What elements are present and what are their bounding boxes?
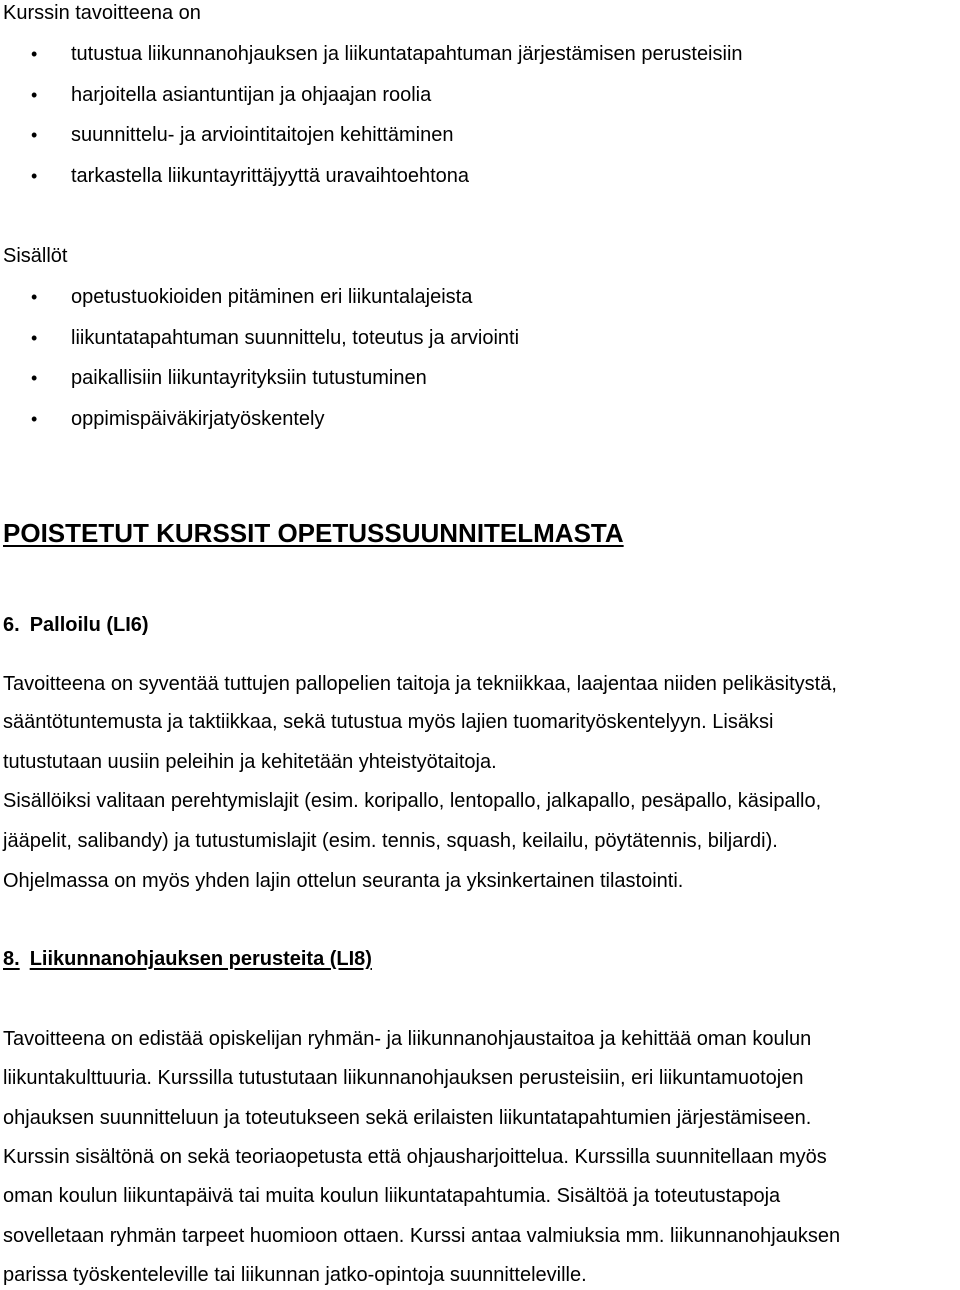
paragraph-line: jääpelit, salibandy) ja tutustumislajit (esim. tennis, squash, keilailu, pöytätennis, biljardi). xyxy=(3,830,778,852)
bullet-icon: • xyxy=(31,166,38,187)
paragraph-line: Sisällöiksi valitaan perehtymislajit (esim. koripallo, lentopallo, jalkapallo, pesäpallo, käsipallo, xyxy=(3,790,822,812)
paragraph-line: oman koulun liikuntapäivä tai muita koulun liikuntatapahtumia. Sisältöä ja toteutustapoja xyxy=(3,1185,781,1207)
removed-courses-heading: POISTETUT KURSSIT OPETUSSUUNNITELMASTA xyxy=(3,518,624,548)
course-title-text: Palloilu (LI6) xyxy=(29,614,149,636)
course-number: 8. xyxy=(3,948,20,970)
paragraph-line: liikuntakulttuuria. Kurssilla tutustutaan liikunnanohjauksen perusteisiin, eri liikuntamuotojen xyxy=(3,1067,804,1089)
course-6-title xyxy=(3,613,149,637)
list-item-text: tutustua liikunnanohjauksen ja liikuntatapahtuman järjestämisen perusteisiin xyxy=(71,43,743,65)
paragraph-line: Kurssin sisältönä on sekä teoriaopetusta että ohjausharjoittelua. Kurssilla suunnitellaan myös xyxy=(3,1146,827,1168)
bullet-icon: • xyxy=(31,409,38,430)
bullet-icon: • xyxy=(31,125,38,146)
paragraph-line: Tavoitteena on edistää opiskelijan ryhmän- ja liikunnanohjaustaitoa ja kehittää oman koulun xyxy=(3,1028,812,1050)
bullet-icon: • xyxy=(31,368,38,389)
course-title-text: Liikunnanohjauksen perusteita (LI8) xyxy=(29,948,372,970)
paragraph-line: ohjauksen suunnitteluun ja toteutukseen sekä erilaisten liikuntatapahtumien järjestämiseen. xyxy=(3,1107,812,1129)
goals-heading: Kurssin tavoitteena on xyxy=(3,2,201,24)
paragraph-line: tutustutaan uusiin peleihin ja kehitetään yhteistyötaitoja. xyxy=(3,751,497,773)
list-item-text: tarkastella liikuntayrittäjyyttä uravaihtoehtona xyxy=(71,165,469,188)
list-item-text: suunnittelu- ja arviointitaitojen kehittäminen xyxy=(71,124,454,147)
bullet-icon: • xyxy=(31,44,38,64)
paragraph-line: sääntötuntemusta ja taktiikkaa, sekä tutustua myös lajien tuomarityöskentelyyn. Lisäksi xyxy=(3,711,774,733)
paragraph-line: parissa työskenteleville tai liikunnan jatko-opintoja suunnitteleville. xyxy=(3,1264,587,1286)
list-item-text: harjoitella asiantuntijan ja ohjaajan roolia xyxy=(71,83,432,106)
bullet-icon: • xyxy=(31,327,38,348)
paragraph-line: Tavoitteena on syventää tuttujen pallopelien taitoja ja tekniikkaa, laajentaa niiden pelikäsitystä, xyxy=(3,673,837,695)
bullet-icon: • xyxy=(31,84,38,105)
list-item-text: liikuntatapahtuman suunnittelu, toteutus ja arviointi xyxy=(71,326,520,349)
list-item-text: oppimispäiväkirjatyöskentely xyxy=(71,408,325,431)
list-item-text: paikallisiin liikuntayrityksiin tutustuminen xyxy=(71,367,427,390)
paragraph-line: sovelletaan ryhmän tarpeet huomioon ottaen. Kurssi antaa valmiuksia mm. liikunnanohjauksen xyxy=(3,1225,841,1247)
course-8-title xyxy=(3,947,372,971)
list-item-text: opetustuokioiden pitäminen eri liikuntalajeista xyxy=(71,286,473,308)
paragraph-line: Ohjelmassa on myös yhden lajin ottelun seuranta ja yksinkertainen tilastointi. xyxy=(3,870,684,892)
bullet-icon: • xyxy=(31,287,38,307)
course-number: 6. xyxy=(3,614,20,636)
contents-heading: Sisällöt xyxy=(3,245,68,267)
